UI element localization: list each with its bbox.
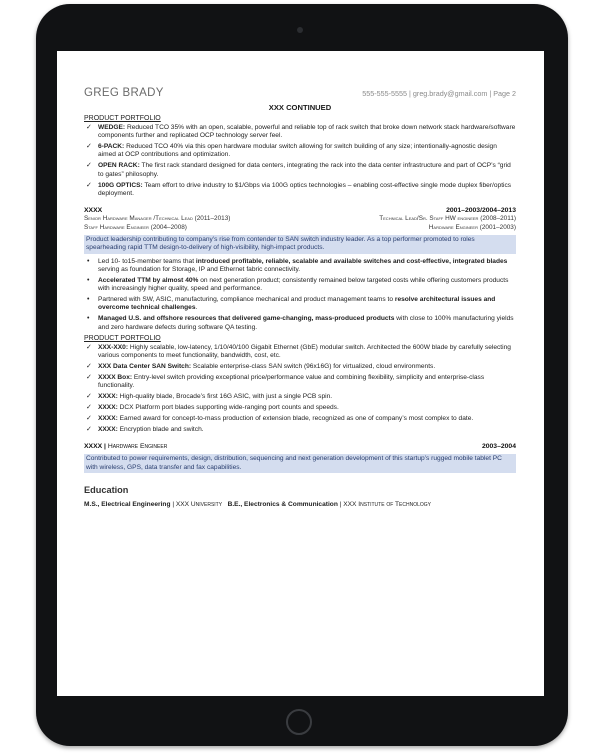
job-2-title: Hardware Engineer bbox=[107, 442, 168, 450]
list-item: ✓ XXXX Box: Entry-level switch providing exceptional price/performance value and combining flexibility, simplicity and enterprise-class functionality. bbox=[86, 374, 485, 390]
portfolio-list-2 bbox=[84, 344, 516, 434]
page-number: Page 2 bbox=[493, 89, 516, 98]
bullet-icon: • bbox=[87, 315, 90, 323]
job-1-roles-row-1 bbox=[84, 215, 516, 223]
job-1-summary: Product leadership contributing to company’s rise from contender to SAN switch industry leader. As a top performer promoted to roles spearheading rapid TTM design-to-delivery of high-visibility, high-impact products. bbox=[84, 235, 516, 254]
email: greg.brady@gmail.com bbox=[412, 89, 488, 98]
list-item: ✓ XXX Data Center SAN Switch: Scalable enterprise-class SAN switch (96x16G) for virtualized, cloud environments. bbox=[86, 363, 436, 371]
list-item: ✓ XXXX: Earned award for concept-to-mass production of extension blade, recognized as one of company’s most complex to date. bbox=[86, 414, 474, 422]
check-icon: ✓ bbox=[86, 143, 92, 151]
check-icon: ✓ bbox=[86, 162, 92, 170]
continued-title: XXX CONTINUED bbox=[268, 103, 332, 112]
candidate-name: GREG BRADY bbox=[84, 87, 164, 99]
school-2: XXX Institute of Technology bbox=[343, 500, 432, 508]
list-item: ✓ 100G OPTICS: Team effort to drive industry to $1/Gbps via 100G optics technologies – enabling cost-effective single mode duplex fiber/optics deployment. bbox=[86, 181, 512, 197]
job-1-role: Hardware Engineer (2001–2003) bbox=[428, 223, 516, 231]
bullet-icon: • bbox=[87, 257, 90, 265]
check-icon: ✓ bbox=[86, 363, 92, 371]
bullet-icon: • bbox=[87, 276, 90, 284]
job-1-dates: 2001–2003/2004–2013 bbox=[446, 206, 516, 214]
job-1-roles-row-2 bbox=[84, 224, 516, 232]
job-1-role: Staff Hardware Engineer (2004–2008) bbox=[84, 223, 187, 231]
list-item: ✓ XXXX: Encryption blade and switch. bbox=[86, 425, 204, 433]
check-icon: ✓ bbox=[86, 181, 92, 189]
check-icon: ✓ bbox=[86, 414, 92, 422]
list-item: ✓ XXXX: High-quality blade, Brocade’s first 16G ASIC, with just a single PCB spin. bbox=[86, 393, 333, 401]
check-icon: ✓ bbox=[86, 124, 92, 131]
check-icon: ✓ bbox=[86, 343, 92, 351]
job-1-role: Technical Lead/Sr. Staff HW engineer (2008–2011) bbox=[379, 215, 516, 223]
check-icon: ✓ bbox=[86, 404, 92, 412]
job-1-company: XXXX bbox=[84, 206, 103, 214]
camera-icon bbox=[297, 27, 303, 33]
check-icon: ✓ bbox=[86, 425, 92, 433]
check-icon: ✓ bbox=[86, 374, 92, 382]
bullet-icon: • bbox=[87, 296, 90, 304]
check-icon: ✓ bbox=[86, 393, 92, 401]
resume-header bbox=[84, 87, 516, 99]
resume-page bbox=[84, 87, 516, 508]
job-2-dates: 2003–2004 bbox=[481, 442, 516, 450]
portfolio-list-1 bbox=[84, 124, 516, 198]
list-item: • Accelerated TTM by almost 40% on next generation product; consistently remained below targeted costs while offering customers products with increasingly higher quality, speed and performance. bbox=[87, 276, 509, 293]
school-1: XXX University bbox=[175, 500, 223, 508]
portfolio-label-1: PRODUCT PORTFOLIO bbox=[84, 115, 161, 122]
contact-line: 555-555-5555 | greg.brady@gmail.com | Page 2 bbox=[362, 89, 516, 98]
list-item: ✓ 6-PACK: Reduced TCO 40% via this open hardware modular switch allowing for switch building of any size; intentionally-agnostic design aimed at OCP contributions and optimization. bbox=[86, 143, 497, 159]
list-item: • Managed U.S. and offshore resources that delivered game-changing, mass-produced products with close to 100% manufacturing yields and zero hardware defects during software QA testing. bbox=[87, 315, 514, 331]
job-2-summary: Contributed to power requirements, design, distribution, sequencing and next generation development of this startup’s rugged mobile tablet PC with wireless, GPS, data transfer and fax capabilities. bbox=[84, 454, 516, 473]
portfolio-label-2: PRODUCT PORTFOLIO bbox=[84, 334, 161, 342]
home-button[interactable] bbox=[286, 709, 312, 735]
degree-2: B.E., Electronics & Communication bbox=[227, 500, 338, 508]
list-item: • Partnered with SW, ASIC, manufacturing, compliance mechanical and product management teams to resolve architectural issues and overcome technical challenges. bbox=[87, 296, 496, 312]
list-item: ✓ OPEN RACK: The first rack standard designed for data centers, integrating the rack into the data center infrastructure and part of OCP’s “grid to gates” philosophy. bbox=[86, 162, 511, 178]
degree-1: M.S., Electrical Engineering bbox=[84, 500, 171, 508]
job-1-bullets bbox=[84, 258, 516, 332]
job-1-header bbox=[84, 207, 516, 215]
list-item: • Led 10- to15-member teams that introduced profitable, reliable, scalable and available switches and cost-effective, integrated blades serving as foundation for Storage, IP and Ethernet fabric connectivity. bbox=[87, 257, 508, 274]
job-1-role: Senior Hardware Manager /Technical Lead (2011–2013) bbox=[84, 215, 231, 223]
list-item: ✓ XXX-XX0: Highly scalable, low-latency, 1/10/40/100 Gigabit Ethernet (GbE) modular switch. Architected the 600W blade by carefully selecting various components to meet functionality, bandwidth, cost, etc. bbox=[86, 343, 511, 360]
job-2-header: XXXX | Hardware Engineer 2003–2004 bbox=[84, 442, 516, 450]
job-2-company: XXXX bbox=[84, 442, 103, 450]
list-item: ✓ XXXX: DCX Platform port blades supporting wide-ranging port counts and speeds. bbox=[86, 404, 339, 412]
education-heading: Education bbox=[84, 484, 129, 495]
tablet-screen bbox=[57, 51, 544, 696]
phone: 555-555-5555 bbox=[362, 89, 408, 98]
list-item: ✓ WEDGE: Reduced TCO 35% with an open, scalable, powerful and reliable top of rack switch that broke down network stack hardware/software components further and replicated OCP technology server feel. bbox=[86, 124, 516, 140]
education-line: M.S., Electrical Engineering | XXX University B.E., Electronics & Communication | XXX Institute of Technology bbox=[84, 500, 432, 508]
